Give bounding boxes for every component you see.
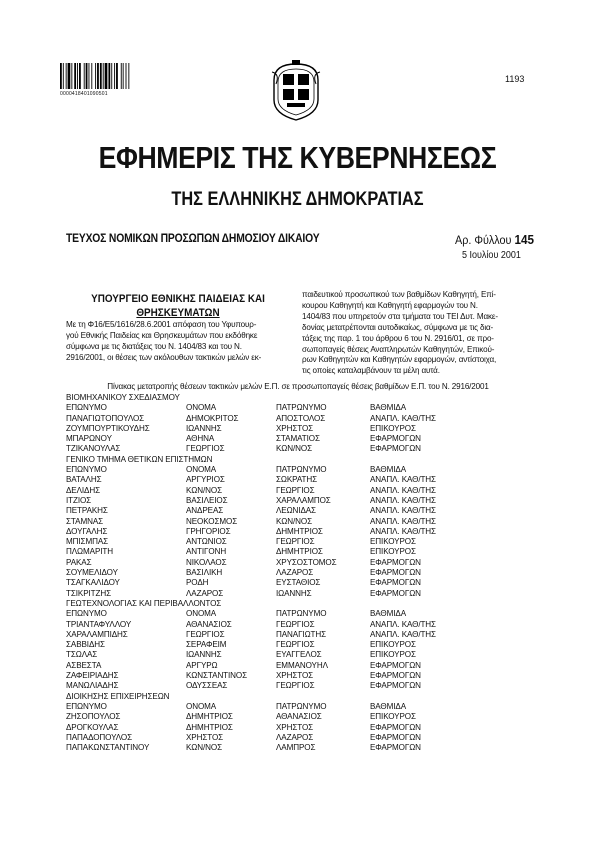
table-cell: ΣΕΡΑΦΕΙΜ <box>186 640 227 650</box>
table-cell: ΓΕΩΡΓΙΟΣ <box>276 640 315 650</box>
table-cell: ΕΦΑΡΜΟΓΩΝ <box>370 671 421 681</box>
table-row <box>66 434 530 444</box>
table-cell: ΛΑΜΠΡΟΣ <box>276 743 316 753</box>
table-cell: ΚΩΝ/ΝΟΣ <box>276 444 312 454</box>
table-cell: ΕΠΙΚΟΥΡΟΣ <box>370 712 416 722</box>
table-row <box>66 712 530 722</box>
table-cell: ΕΦΑΡΜΟΓΩΝ <box>370 578 421 588</box>
department-heading: ΔΙΟΙΚΗΣΗΣ ΕΠΙΧΕΙΡΗΣΕΩΝ <box>66 691 170 701</box>
table-cell: ΔΕΛΙΔΗΣ <box>66 485 101 495</box>
greek-coat-of-arms-icon <box>270 60 322 122</box>
table-cell: ΕΦΑΡΜΟΓΩΝ <box>370 660 421 670</box>
table-cell: ΕΠΙΚΟΥΡΟΣ <box>370 650 416 660</box>
article-text-left <box>66 320 294 364</box>
table-cell: ΠΑΠΑΚΩΝΣΤΑΝΤΙΝΟΥ <box>66 743 150 753</box>
table-cell: ΟΔΥΣΣΕΑΣ <box>186 681 228 691</box>
table-cell: ΓΡΗΓΟΡΙΟΣ <box>186 526 231 536</box>
table-cell: ΖΟΥΜΠΟΥΡΤΙΚΟΥΔΗΣ <box>66 423 150 433</box>
table-row <box>66 424 530 434</box>
table-cell: ΛΕΩΝΙΔΑΣ <box>276 506 316 516</box>
table-cell: ΑΝΑΠΛ. ΚΑΘ/ΤΗΣ <box>370 619 436 629</box>
column-header: ΠΑΤΡΩΝΥΜΟ <box>276 701 327 711</box>
sheet-number-block <box>455 232 534 247</box>
table-cell: ΠΕΤΡΑΚΗΣ <box>66 506 108 516</box>
staff-table <box>66 393 530 753</box>
table-cell: ΝΕΟΚΟΣΜΟΣ <box>186 516 238 526</box>
column-header: ΟΝΟΜΑ <box>186 609 217 619</box>
table-cell: ΑΝΑΠΛ. ΚΑΘ/ΤΗΣ <box>370 485 436 495</box>
table-cell: ΔΗΜΗΤΡΙΟΣ <box>276 547 323 557</box>
table-cell: ΕΦΑΡΜΟΓΩΝ <box>370 743 421 753</box>
table-cell: ΓΕΩΡΓΙΟΣ <box>276 681 315 691</box>
issue-title: ΤΕΥΧΟΣ ΝΟΜΙΚΩΝ ΠΡΟΣΩΠΩΝ ΔΗΜΟΣΙΟΥ ΔΙΚΑΙΟΥ <box>66 233 320 245</box>
table-cell: ΚΩΝΣΤΑΝΤΙΝΟΣ <box>186 671 248 681</box>
table-cell: ΑΝΔΡΕΑΣ <box>186 506 224 516</box>
table-cell: ΒΑΣΙΛΙΚΗ <box>186 568 223 578</box>
column-header: ΕΠΩΝΥΜΟ <box>66 609 107 619</box>
table-cell: ΡΑΚΑΣ <box>66 557 92 567</box>
table-cell: ΕΦΑΡΜΟΓΩΝ <box>370 588 421 598</box>
table-cell: ΝΙΚΟΛΑΟΣ <box>186 557 227 567</box>
table-cell: ΛΑΖΑΡΟΣ <box>276 568 314 578</box>
table-cell: ΔΡΟΓΚΟΥΛΑΣ <box>66 722 119 732</box>
table-cell: ΑΘΑΝΑΣΙΟΣ <box>276 712 322 722</box>
text-line: 2916/2001, οι θέσεις των ακόλουθων τακτικών μελών εκ- <box>66 352 262 362</box>
table-cell: ΙΩΑΝΝΗΣ <box>276 588 312 598</box>
department-heading: ΓΕΝΙΚΟ ΤΜΗΜΑ ΘΕΤΙΚΩΝ ΕΠΙΣΤΗΜΩΝ <box>66 454 213 464</box>
table-cell: ΒΑΤΑΛΗΣ <box>66 475 102 485</box>
table-row <box>66 414 530 424</box>
table-row <box>66 723 530 733</box>
table-cell: ΙΩΑΝΝΗΣ <box>186 650 222 660</box>
table-cell: ΕΠΙΚΟΥΡΟΣ <box>370 547 416 557</box>
table-cell: ΑΡΓΥΡΩ <box>186 660 218 670</box>
text-line: σύμφωνα με τις διατάξεις του Ν. 1404/83 και του Ν. <box>66 341 242 351</box>
table-cell: ΧΡΗΣΤΟΣ <box>276 423 314 433</box>
table-cell: ΕΠΙΚΟΥΡΟΣ <box>370 423 416 433</box>
column-header: ΒΑΘΜΙΔΑ <box>370 701 407 711</box>
table-row <box>66 547 530 557</box>
table-cell: ΠΑΠΑΔΟΠΟΥΛΟΣ <box>66 732 133 742</box>
column-header: ΒΑΘΜΙΔΑ <box>370 609 407 619</box>
table-cell: ΔΟΥΓΑΛΗΣ <box>66 526 108 536</box>
text-line: δονίας μετατρέπονται αυτοδικαίως, σύμφωνα με τις δια- <box>302 322 494 332</box>
table-title: Πίνακας μετατροπής θέσεων τακτικών μελών Ε.Π. σε προσωποπαγείς θέσεις βαθμίδων Ε.Π. του Ν. 2916/2001 <box>107 382 489 391</box>
table-cell: ΓΕΩΡΓΙΟΣ <box>276 619 315 629</box>
table-row <box>66 661 530 671</box>
table-cell: ΜΑΝΩΛΙΑΔΗΣ <box>66 681 119 691</box>
table-header-row <box>66 609 530 619</box>
table-cell: ΑΘΑΝΑΣΙΟΣ <box>186 619 232 629</box>
table-cell: ΠΛΩΜΑΡΙΤΗ <box>66 547 113 557</box>
ministry-heading <box>74 292 283 320</box>
table-cell: ΛΑΖΑΡΟΣ <box>276 732 314 742</box>
table-cell: ΔΗΜΗΤΡΙΟΣ <box>276 526 323 536</box>
table-cell: ΤΡΙΑΝΤΑΦΥΛΛΟΥ <box>66 619 132 629</box>
table-cell: ΧΡΥΣΟΣΤΟΜΟΣ <box>276 557 337 567</box>
table-cell: ΓΕΩΡΓΙΟΣ <box>276 485 315 495</box>
table-row <box>66 733 530 743</box>
table-row <box>66 650 530 660</box>
table-cell: ΕΦΑΡΜΟΓΩΝ <box>370 681 421 691</box>
text-line: τάξεις της παρ. 1 του άρθρου 6 του Ν. 2916/01, σε προ- <box>302 333 494 343</box>
ministry-line-1: ΥΠΟΥΡΓΕΙΟ ΕΘΝΙΚΗΣ ΠΑΙΔΕΙΑΣ ΚΑΙ <box>91 293 265 305</box>
table-cell: ΧΡΗΣΤΟΣ <box>276 671 314 681</box>
barcode-number: 0000418401090501 <box>60 91 108 97</box>
table-row <box>66 527 530 537</box>
column-header: ΒΑΘΜΙΔΑ <box>370 465 407 475</box>
table-cell: ΕΦΑΡΜΟΓΩΝ <box>370 434 421 444</box>
column-header: ΟΝΟΜΑ <box>186 403 217 413</box>
table-row <box>66 681 530 691</box>
table-cell: ΧΑΡΑΛΑΜΠΟΣ <box>276 495 331 505</box>
issue-date: 5 Ιουλίου 2001 <box>462 250 521 261</box>
table-cell: ΑΠΟΣΤΟΛΟΣ <box>276 413 326 423</box>
text-line: 1404/83 που υπηρετούν στα τμήματα του ΤΕΙ Δυτ. Μακε- <box>302 311 498 321</box>
table-cell: ΑΝΑΠΛ. ΚΑΘ/ΤΗΣ <box>370 495 436 505</box>
table-cell: ΕΠΙΚΟΥΡΟΣ <box>370 640 416 650</box>
column-header: ΠΑΤΡΩΝΥΜΟ <box>276 403 327 413</box>
table-row <box>66 475 530 485</box>
table-cell: ΜΠΑΡΩΝΟΥ <box>66 434 112 444</box>
text-line: γού Εθνικής Παιδείας και Θρησκευμάτων που εκδόθηκε <box>66 330 258 340</box>
table-cell: ΧΡΗΣΤΟΣ <box>186 732 224 742</box>
table-row <box>66 496 530 506</box>
table-cell: ΕΠΙΚΟΥΡΟΣ <box>370 537 416 547</box>
text-line: τις οποίες καταλαμβάνουν τα μέλη αυτά. <box>302 366 440 376</box>
table-cell: ΧΡΗΣΤΟΣ <box>276 722 314 732</box>
table-cell: ΓΕΩΡΓΙΟΣ <box>186 629 225 639</box>
table-cell: ΕΦΑΡΜΟΓΩΝ <box>370 568 421 578</box>
text-line: ρων Καθηγητών και Καθηγητών εφαρμογών, αντίστοιχα, <box>302 355 497 365</box>
gazette-masthead: ΕΦΗΜΕΡΙΣ ΤΗΣ ΚΥΒΕΡΝΗΣΕΩΣ <box>98 140 497 175</box>
text-line: σωποπαγείς θέσεις Αναπληρωτών Καθηγητών, Επικού- <box>302 344 495 354</box>
table-cell: ΔΗΜΗΤΡΙΟΣ <box>186 722 233 732</box>
table-cell: ΑΡΓΥΡΙΟΣ <box>186 475 225 485</box>
table-cell: ΖΗΣΟΠΟΥΛΟΣ <box>66 712 121 722</box>
table-cell: ΙΤΖΙΟΣ <box>66 495 92 505</box>
table-cell: ΣΟΥΜΕΛΙΔΟΥ <box>66 568 118 578</box>
column-header: ΟΝΟΜΑ <box>186 465 217 475</box>
table-cell: ΑΝΤΙΓΟΝΗ <box>186 547 227 557</box>
column-header: ΠΑΤΡΩΝΥΜΟ <box>276 465 327 475</box>
table-cell: ΖΑΦΕΙΡΙΑΔΗΣ <box>66 671 119 681</box>
table-cell: ΡΟΔΗ <box>186 578 209 588</box>
table-row <box>66 486 530 496</box>
table-cell: ΑΝΑΠΛ. ΚΑΘ/ΤΗΣ <box>370 629 436 639</box>
table-row <box>66 568 530 578</box>
column-header: ΠΑΤΡΩΝΥΜΟ <box>276 609 327 619</box>
table-row <box>66 620 530 630</box>
ministry-line-2: ΘΡΗΣΚΕΥΜΑΤΩΝ <box>136 307 220 319</box>
table-cell: ΔΗΜΗΤΡΙΟΣ <box>186 712 233 722</box>
table-cell: ΑΝΑΠΛ. ΚΑΘ/ΤΗΣ <box>370 526 436 536</box>
table-cell: ΤΣΙΚΡΙΤΖΗΣ <box>66 588 111 598</box>
table-cell: ΕΥΑΓΓΕΛΟΣ <box>276 650 322 660</box>
table-cell: ΓΕΩΡΓΙΟΣ <box>186 444 225 454</box>
table-cell: ΕΜΜΑΝΟΥΗΛ <box>276 660 328 670</box>
table-row <box>66 630 530 640</box>
table-row <box>66 589 530 599</box>
table-cell: ΒΑΣΙΛΕΙΟΣ <box>186 495 228 505</box>
column-header: ΕΠΩΝΥΜΟ <box>66 701 107 711</box>
table-cell: ΚΩΝ/ΝΟΣ <box>186 743 222 753</box>
table-cell: ΙΩΑΝΝΗΣ <box>186 423 222 433</box>
table-cell: ΠΑΝΑΓΙΩΤΗΣ <box>276 629 327 639</box>
table-cell: ΑΝΤΩΝΙΟΣ <box>186 537 227 547</box>
table-header-row <box>66 702 530 712</box>
table-cell: ΤΖΙΚΑΝΟΥΛΑΣ <box>66 444 121 454</box>
sheet-number: 145 <box>514 232 534 247</box>
table-cell: ΑΝΑΠΛ. ΚΑΘ/ΤΗΣ <box>370 516 436 526</box>
table-cell: ΛΑΖΑΡΟΣ <box>186 588 224 598</box>
table-cell: ΠΑΝΑΓΙΩΤΟΠΟΥΛΟΣ <box>66 413 145 423</box>
table-cell: ΑΣΒΕΣΤΑ <box>66 660 102 670</box>
department-heading: ΓΕΩΤΕΧΝΟΛΟΓΙΑΣ ΚΑΙ ΠΕΡΙΒΑΛΛΟΝΤΟΣ <box>66 598 222 608</box>
table-header-row <box>66 403 530 413</box>
article-text-right <box>302 290 530 377</box>
table-row <box>66 640 530 650</box>
table-cell: ΑΝΑΠΛ. ΚΑΘ/ΤΗΣ <box>370 413 436 423</box>
page-number: 1193 <box>505 74 525 84</box>
department-heading: ΒΙΟΜΗΧΑΝΙΚΟΥ ΣΧΕΔΙΑΣΜΟΥ <box>66 393 180 402</box>
table-cell: ΑΝΑΠΛ. ΚΑΘ/ΤΗΣ <box>370 475 436 485</box>
column-header: ΟΝΟΜΑ <box>186 701 217 711</box>
column-header: ΒΑΘΜΙΔΑ <box>370 403 407 413</box>
table-cell: ΤΣΩΛΑΣ <box>66 650 98 660</box>
table-cell: ΕΦΑΡΜΟΓΩΝ <box>370 732 421 742</box>
table-cell: ΣΩΚΡΑΤΗΣ <box>276 475 318 485</box>
table-cell: ΕΦΑΡΜΟΓΩΝ <box>370 722 421 732</box>
table-cell: ΔΗΜΟΚΡΙΤΟΣ <box>186 413 239 423</box>
column-header: ΕΠΩΝΥΜΟ <box>66 403 107 413</box>
table-row <box>66 558 530 568</box>
table-cell: ΕΦΑΡΜΟΓΩΝ <box>370 444 421 454</box>
table-header-row <box>66 465 530 475</box>
barcode <box>60 63 152 89</box>
table-cell: ΚΩΝ/ΝΟΣ <box>276 516 312 526</box>
table-cell: ΤΣΑΓΚΑΛΙΔΟΥ <box>66 578 120 588</box>
table-row <box>66 671 530 681</box>
table-cell: ΕΦΑΡΜΟΓΩΝ <box>370 557 421 567</box>
table-row <box>66 506 530 516</box>
table-row <box>66 743 530 753</box>
text-line: κουρου Καθηγητή και Καθηγητή εφαρμογών του Ν. <box>302 300 478 310</box>
table-cell: ΧΑΡΑΛΑΜΠΙΔΗΣ <box>66 629 128 639</box>
column-header: ΕΠΩΝΥΜΟ <box>66 465 107 475</box>
table-cell: ΚΩΝ/ΝΟΣ <box>186 485 222 495</box>
sheet-label: Αρ. Φύλλου <box>455 233 512 247</box>
table-row <box>66 444 530 454</box>
table-cell: ΣΑΒΒΙΔΗΣ <box>66 640 105 650</box>
table-row <box>66 537 530 547</box>
table-cell: ΑΘΗΝΑ <box>186 434 215 444</box>
text-line: παιδευτικού προσωπικού των βαθμίδων Καθηγητή, Επί- <box>302 290 496 299</box>
table-cell: ΑΝΑΠΛ. ΚΑΘ/ΤΗΣ <box>370 506 436 516</box>
table-cell: ΣΤΑΜΝΑΣ <box>66 516 104 526</box>
gazette-subhead: ΤΗΣ ΕΛΛΗΝΙΚΗΣ ΔΗΜΟΚΡΑΤΙΑΣ <box>171 189 424 210</box>
table-cell: ΕΥΣΤΑΘΙΟΣ <box>276 578 321 588</box>
table-cell: ΓΕΩΡΓΙΟΣ <box>276 537 315 547</box>
table-row <box>66 517 530 527</box>
text-line: Με τη Φ16/Ε5/1616/28.6.2001 απόφαση του Υφυπουρ- <box>66 320 257 329</box>
table-cell: ΣΤΑΜΑΤΙΟΣ <box>276 434 320 444</box>
table-row <box>66 578 530 588</box>
table-cell: ΜΠΙΣΜΠΑΣ <box>66 537 109 547</box>
